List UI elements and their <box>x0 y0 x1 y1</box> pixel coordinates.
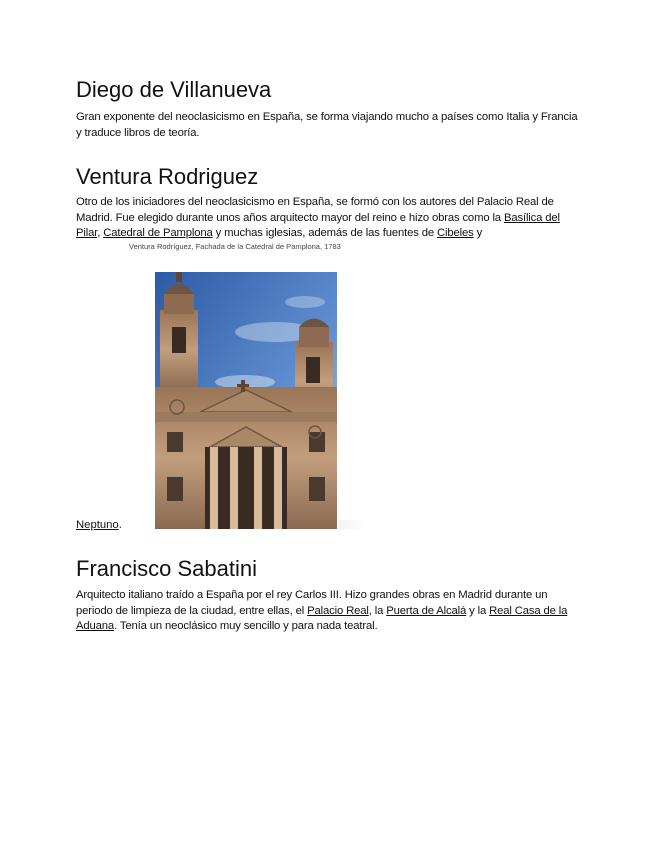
image-caption: Ventura Rodríguez, Fachada de la Catedral de Pamplona, 1783 <box>129 242 341 251</box>
paragraph-text: y la <box>466 604 490 617</box>
paragraph-text: Otro de los iniciadores del neoclasicismo en España, se formó con los autores del Palacio Real de Madrid. Fue elegido durante unos años arquitecto mayor del reino e hizo obras como la <box>76 196 554 224</box>
paragraph-text: y muchas iglesias, además de las fuentes de <box>212 227 437 239</box>
heading-ventura-rodriguez: Ventura Rodriguez <box>76 164 259 189</box>
link-palacio-real[interactable]: Palacio Real <box>307 604 369 617</box>
paragraph-text: y <box>473 227 483 239</box>
link-catedral-de-pamplona[interactable]: Catedral de Pamplona <box>103 227 213 239</box>
paragraph-diego: Gran exponente del neoclasicismo en España, se forma viajando mucho a países como Italia y Francia y traduce libros de teoría. <box>76 111 578 139</box>
link-neptuno[interactable]: Neptuno <box>76 519 119 531</box>
paragraph-sabatini <box>76 588 581 635</box>
paragraph-text: , <box>97 227 104 239</box>
link-cibeles[interactable]: Cibeles <box>436 227 474 239</box>
paragraph-ventura-end <box>76 519 122 531</box>
link-puerta-de-alcala[interactable]: Puerta de Alcalá <box>386 604 467 617</box>
paragraph-text: Arquitecto italiano traído a España por el rey Carlos III. Hizo grandes obras en Madrid durante un periodo de limpieza de la ciudad, entre ellas, el <box>76 589 548 617</box>
paragraph-text: . <box>118 519 122 531</box>
paragraph-ventura <box>76 195 581 242</box>
link-real-casa-de-la-aduana[interactable]: Real Casa de la Aduana <box>76 604 568 632</box>
heading-francisco-sabatini: Francisco Sabatini <box>76 556 257 581</box>
image-shadow <box>338 520 368 529</box>
paragraph-text: . Tenía un neoclásico muy sencillo y para nada teatral. <box>114 620 378 632</box>
paragraph-text: , la <box>368 604 387 617</box>
link-basilica-del-pilar[interactable]: Basílica del Pilar <box>76 211 560 239</box>
heading-diego-de-villanueva: Diego de Villanueva <box>76 77 272 102</box>
cathedral-image <box>155 272 337 529</box>
